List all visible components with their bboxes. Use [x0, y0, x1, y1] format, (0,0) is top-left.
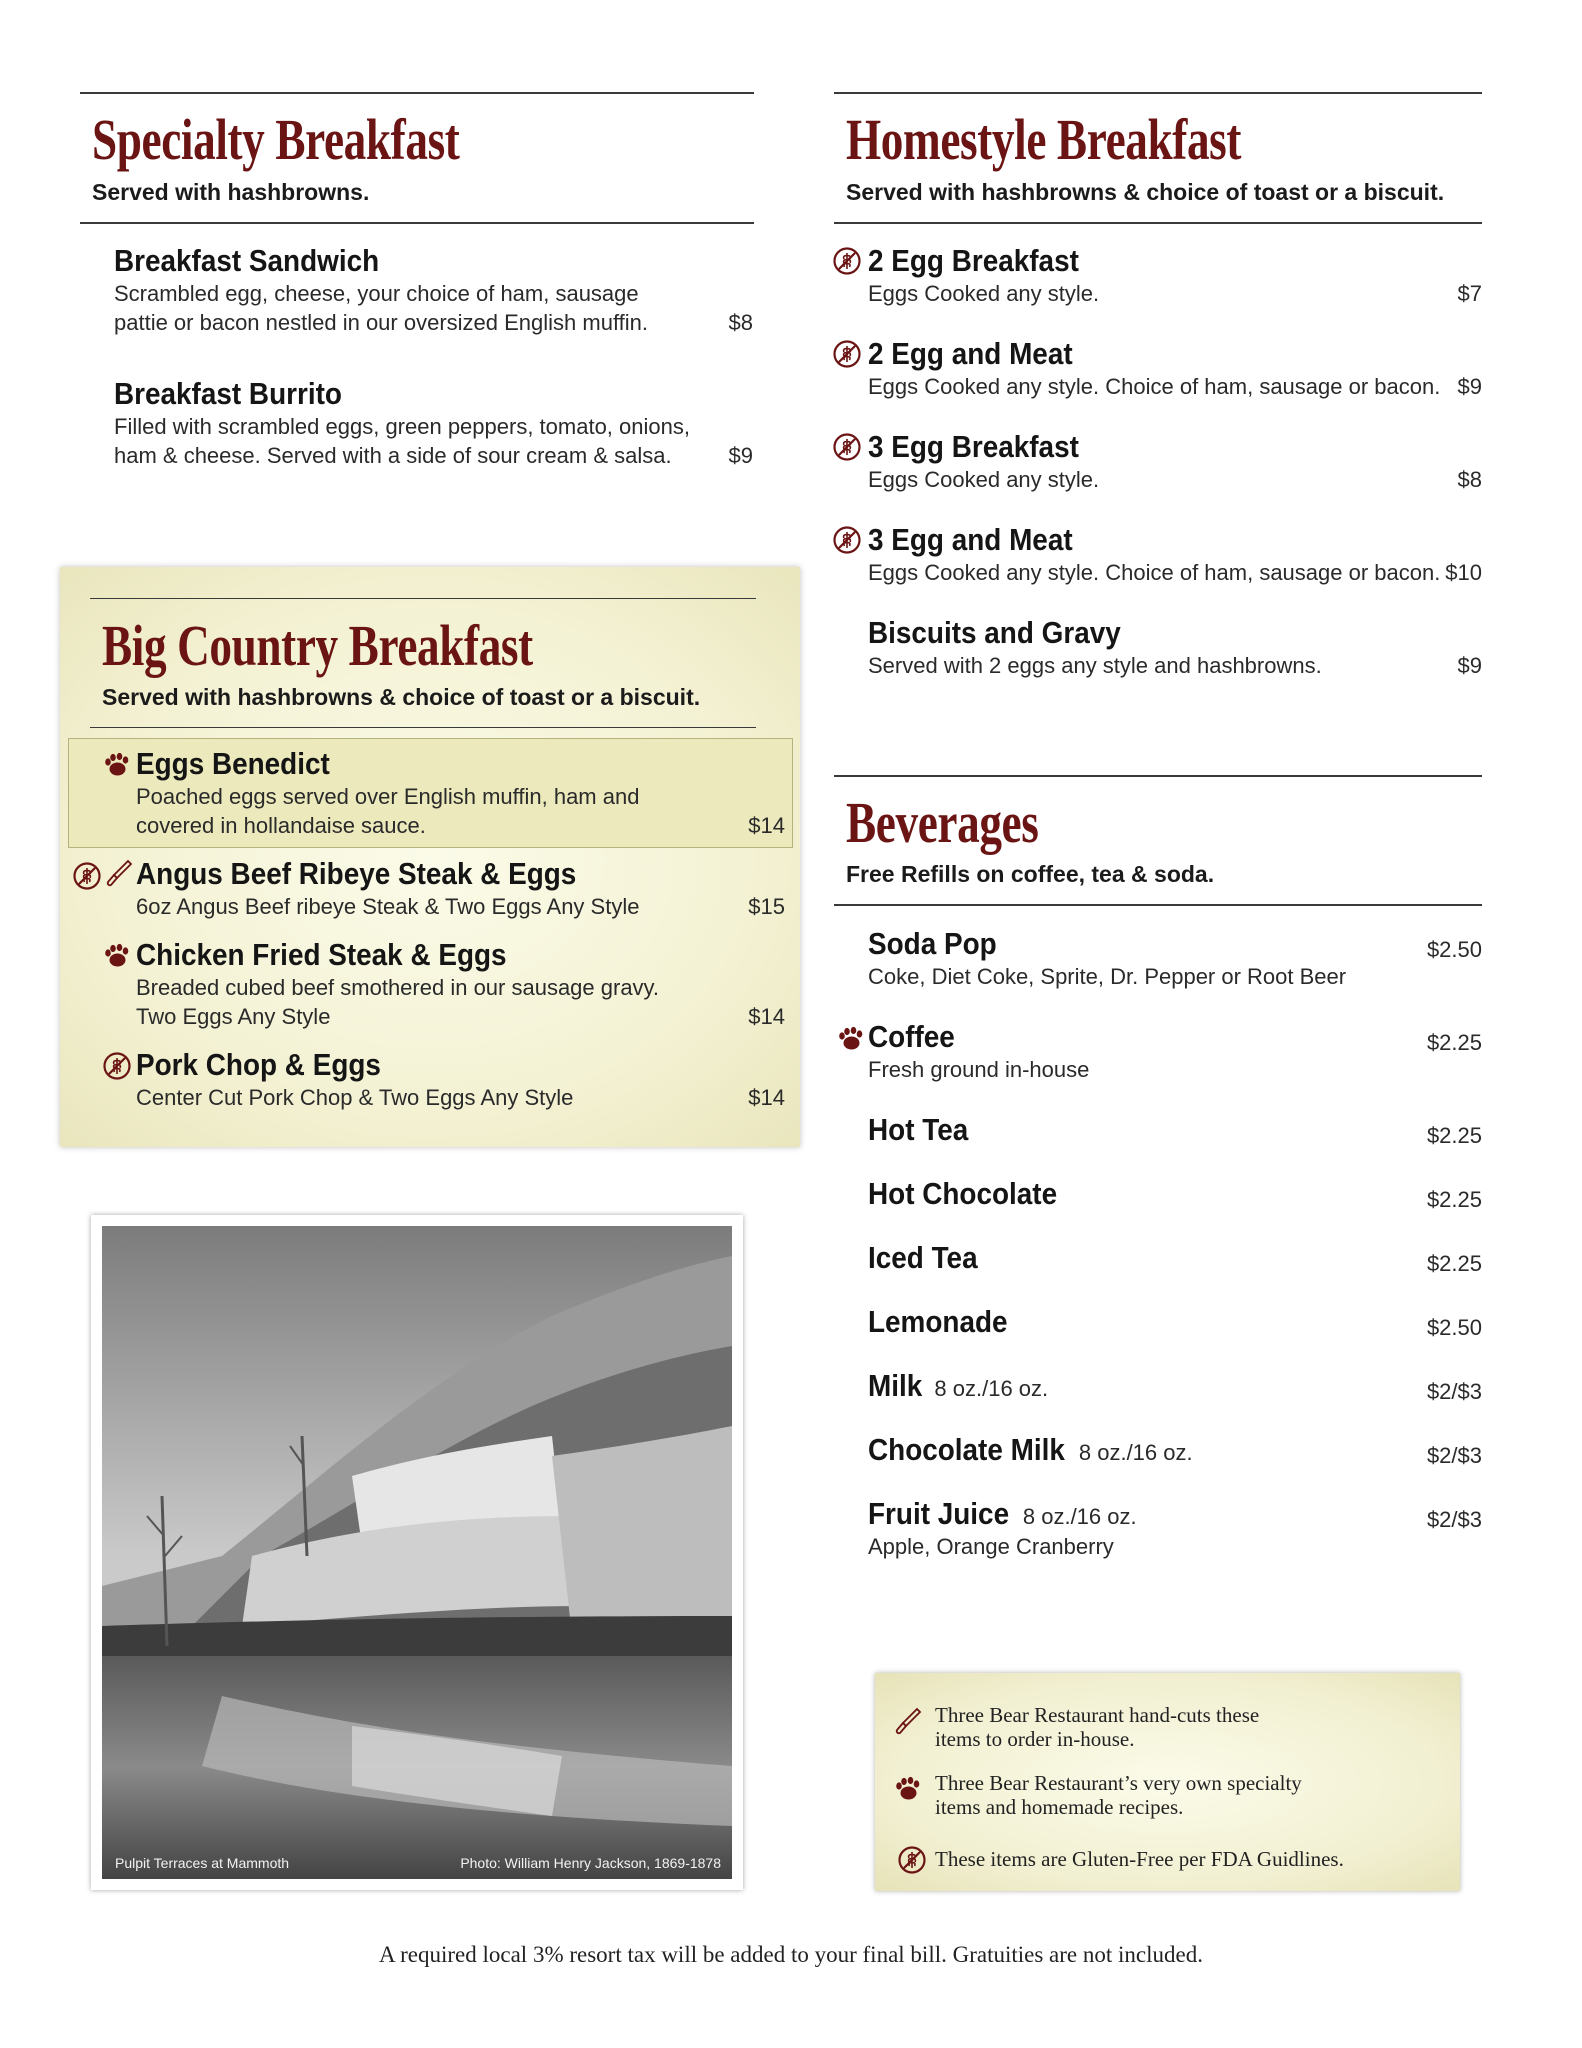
beverage-item [868, 1496, 1137, 1561]
legend-knife-text: items to order in-house. [935, 1727, 1135, 1751]
beverage-name: Fruit Juice [868, 1496, 1010, 1531]
beverage-name: Soda Pop [868, 926, 997, 961]
item-price: $9 [1457, 653, 1482, 678]
gluten-free-icon [832, 432, 862, 462]
beverage-description: Apple, Orange Cranberry [868, 1534, 1114, 1559]
knife-icon [893, 1706, 923, 1736]
item-description: Served with 2 eggs any style and hashbrowns. [868, 653, 1322, 678]
gluten-free-icon [102, 1051, 132, 1081]
beverage-price: $2.50 [1426, 937, 1482, 962]
beverage-price: $2.25 [1426, 1123, 1482, 1148]
item-description: Eggs Cooked any style. [868, 281, 1100, 306]
item-name: Angus Beef Ribeye Steak & Eggs [136, 856, 577, 891]
beverage-item [868, 1240, 990, 1276]
item-description: Poached eggs served over English muffin, ham and [136, 784, 640, 809]
beverage-item [868, 1176, 1078, 1212]
gluten-free-icon [72, 861, 102, 891]
beverages-subtitle: Free Refills on coffee, tea & soda. [846, 861, 1215, 887]
item-description: 6oz Angus Beef ribeye Steak & Two Eggs Any Style [136, 894, 640, 919]
photo-frame [91, 1215, 743, 1890]
item-price: $14 [748, 813, 785, 838]
beverage-item [868, 926, 1346, 991]
item-name: 3 Egg and Meat [868, 522, 1073, 557]
item-price: $9 [1457, 374, 1482, 399]
beverage-price: $2.50 [1426, 1315, 1482, 1340]
beverage-price: $2/$3 [1426, 1507, 1482, 1532]
icon-legend [875, 1673, 1460, 1891]
specialty-top-rule [80, 92, 754, 94]
item-description: Center Cut Pork Chop & Two Eggs Any Style [136, 1085, 574, 1110]
item-price: $7 [1457, 281, 1482, 306]
item-price: $15 [748, 894, 785, 919]
legend-paw-text: items and homemade recipes. [935, 1795, 1184, 1819]
bear-paw-icon [836, 1024, 866, 1054]
item-description: ham & cheese. Served with a side of sour cream & salsa. [114, 443, 672, 468]
beverage-name: Lemonade [868, 1304, 1008, 1339]
gluten-free-icon [832, 339, 862, 369]
item-price: $9 [728, 443, 753, 468]
item-price: $14 [748, 1004, 785, 1029]
item-name: Breakfast Burrito [114, 376, 342, 411]
item-price: $8 [728, 310, 753, 335]
menu-item [136, 856, 639, 921]
item-name: Biscuits and Gravy [868, 615, 1121, 650]
beverage-price: $2/$3 [1426, 1443, 1482, 1468]
item-price: $8 [1457, 467, 1482, 492]
menu-item [136, 1047, 573, 1112]
beverage-item [868, 1112, 979, 1148]
bigcountry-bottom-rule [90, 727, 756, 728]
beverage-size: 8 oz./16 oz. [1072, 1440, 1193, 1465]
specialty-title: Specialty Breakfast [92, 107, 460, 172]
specialty-subtitle: Served with hashbrowns. [92, 179, 370, 205]
item-name: 3 Egg Breakfast [868, 429, 1079, 464]
photo-caption-left: Pulpit Terraces at Mammoth [115, 1855, 290, 1871]
photo-caption-right: Photo: William Henry Jackson, 1869-1878 [460, 1855, 721, 1871]
menu-item [114, 243, 648, 337]
item-name: 2 Egg Breakfast [868, 243, 1079, 278]
beverage-price: $2.25 [1426, 1187, 1482, 1212]
item-price: $10 [1445, 560, 1482, 585]
homestyle-top-rule [834, 92, 1482, 94]
menu-item [136, 746, 639, 840]
item-description: Eggs Cooked any style. Choice of ham, sausage or bacon. [868, 560, 1441, 585]
legend-gf-text: These items are Gluten-Free per FDA Guidlines. [935, 1847, 1344, 1871]
beverage-name: Milk [868, 1368, 923, 1403]
beverage-item [868, 1432, 1193, 1468]
item-description: covered in hollandaise sauce. [136, 813, 426, 838]
beverage-price: $2.25 [1426, 1251, 1482, 1276]
item-price: $14 [748, 1085, 785, 1110]
beverage-description: Coke, Diet Coke, Sprite, Dr. Pepper or Root Beer [868, 964, 1347, 989]
menu-item [136, 937, 659, 1031]
beverage-name: Chocolate Milk [868, 1432, 1065, 1467]
item-name: Breakfast Sandwich [114, 243, 380, 278]
gluten-free-icon [832, 525, 862, 555]
beverage-name: Hot Chocolate [868, 1176, 1058, 1211]
menu-item [114, 376, 690, 470]
beverage-item [868, 1019, 1089, 1084]
beverages-top-rule [834, 775, 1482, 777]
legend-knife-text: Three Bear Restaurant hand-cuts these [935, 1703, 1260, 1727]
knife-icon [104, 858, 134, 888]
item-name: Eggs Benedict [136, 746, 330, 781]
beverage-item [868, 1304, 1023, 1340]
homestyle-bottom-rule [834, 222, 1482, 224]
beverages-title: Beverages [846, 790, 1039, 855]
specialty-bottom-rule [80, 222, 754, 224]
bear-paw-icon [102, 941, 132, 971]
item-description: Filled with scrambled eggs, green peppers, tomato, onions, [114, 414, 690, 439]
item-description: Eggs Cooked any style. Choice of ham, sausage or bacon. [868, 374, 1441, 399]
item-name: 2 Egg and Meat [868, 336, 1073, 371]
beverage-size: 8 oz./16 oz. [1016, 1504, 1137, 1529]
menu-item [868, 243, 1102, 308]
bigcountry-title: Big Country Breakfast [102, 613, 533, 678]
item-name: Chicken Fried Steak & Eggs [136, 937, 507, 972]
beverage-description: Fresh ground in-house [868, 1057, 1090, 1082]
item-description: Eggs Cooked any style. [868, 467, 1100, 492]
gluten-free-icon [897, 1845, 927, 1875]
item-description: Scrambled egg, cheese, your choice of ham, sausage [114, 281, 639, 306]
beverage-price: $2/$3 [1426, 1379, 1482, 1404]
beverage-name: Coffee [868, 1019, 955, 1054]
item-description: pattie or bacon nestled in our oversized English muffin. [114, 310, 649, 335]
homestyle-title: Homestyle Breakfast [846, 107, 1242, 172]
item-description: Breaded cubed beef smothered in our sausage gravy. [136, 975, 660, 1000]
footer-note: A required local 3% resort tax will be added to your final bill. Gratuities are not included. [379, 1942, 1203, 1967]
menu-item [868, 522, 1440, 587]
bear-paw-icon [102, 750, 132, 780]
item-name: Pork Chop & Eggs [136, 1047, 381, 1082]
beverage-name: Hot Tea [868, 1112, 969, 1147]
menu-item [868, 615, 1322, 680]
beverage-item [868, 1368, 1048, 1404]
terraces-photo [102, 1226, 732, 1879]
bear-paw-icon [893, 1774, 923, 1804]
bigcountry-subtitle: Served with hashbrowns & choice of toast or a biscuit. [102, 684, 701, 710]
gluten-free-icon [832, 246, 862, 276]
menu-item [868, 429, 1102, 494]
beverages-bottom-rule [834, 904, 1482, 906]
beverage-price: $2.25 [1426, 1030, 1482, 1055]
legend-paw-text: Three Bear Restaurant’s very own specialty [935, 1771, 1302, 1795]
homestyle-subtitle: Served with hashbrowns & choice of toast or a biscuit. [846, 179, 1445, 205]
bigcountry-top-rule [90, 598, 756, 599]
item-description: Two Eggs Any Style [136, 1004, 331, 1029]
menu-item [868, 336, 1440, 401]
beverage-name: Iced Tea [868, 1240, 978, 1275]
beverage-size: 8 oz./16 oz. [928, 1376, 1049, 1401]
